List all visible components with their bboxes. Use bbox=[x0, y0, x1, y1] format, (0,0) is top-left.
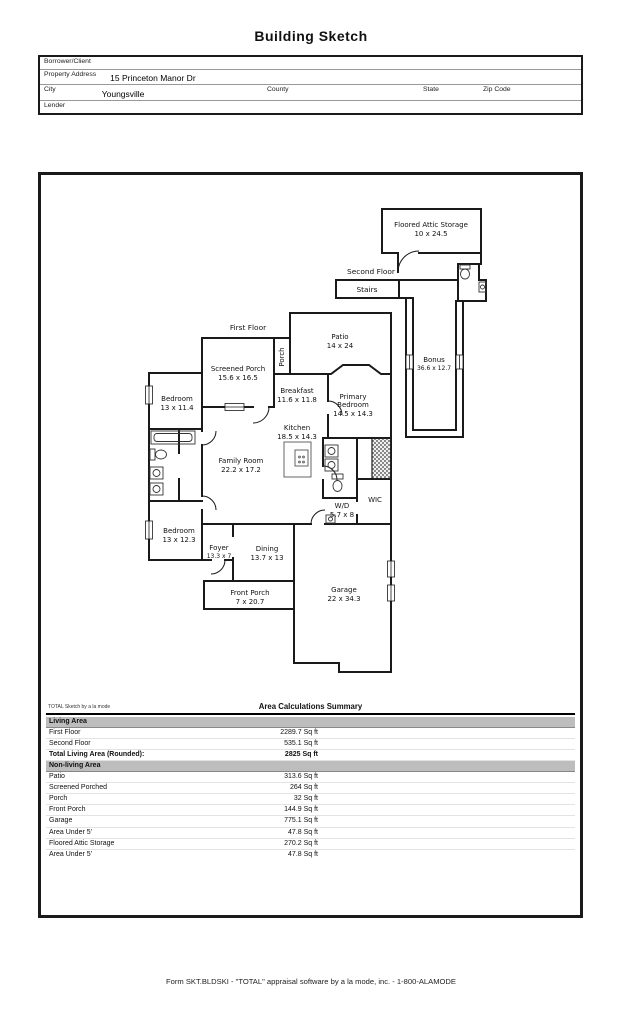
porch-label: Porch bbox=[278, 347, 286, 367]
window-icon bbox=[146, 521, 153, 539]
form-row-address bbox=[40, 70, 581, 85]
summary-row bbox=[46, 839, 575, 850]
room-label-breakfast: Breakfast bbox=[280, 387, 314, 395]
room-label-patio: Patio bbox=[331, 333, 349, 341]
room-label-primary-2: Bedroom bbox=[337, 401, 369, 409]
wic-label: WIC bbox=[368, 496, 382, 504]
state-label: State bbox=[423, 86, 439, 93]
row-value: 270.2 Sq ft bbox=[284, 839, 318, 847]
summary-row bbox=[46, 739, 575, 750]
summary-row bbox=[46, 828, 575, 839]
room-labels bbox=[160, 221, 467, 606]
area-calculations-summary bbox=[46, 701, 575, 860]
zip-label: Zip Code bbox=[483, 86, 511, 93]
room-label-front-porch: Front Porch bbox=[230, 589, 270, 597]
room-label-dining: Dining bbox=[255, 545, 279, 553]
city-value: Youngsville bbox=[101, 89, 145, 99]
room-dims-front-porch: 7 x 20.7 bbox=[235, 598, 265, 606]
summary-row bbox=[46, 816, 575, 827]
room-label-primary-1: Primary bbox=[339, 393, 367, 401]
sketch-container bbox=[38, 172, 583, 918]
room-dims-attic: 10 x 24.5 bbox=[414, 230, 448, 238]
floor-plan-sketch bbox=[41, 175, 580, 699]
window-icon bbox=[225, 404, 244, 411]
row-value: 47.8 Sq ft bbox=[288, 850, 318, 858]
room-dims-primary: 14.5 x 14.3 bbox=[333, 410, 373, 418]
window-icon bbox=[388, 585, 395, 601]
city-label: City bbox=[44, 86, 56, 93]
room-dims-patio: 14 x 24 bbox=[326, 342, 354, 350]
kitchen-island bbox=[284, 442, 311, 477]
staircase-hatch bbox=[372, 438, 391, 479]
sink-icon bbox=[325, 445, 338, 457]
form-row-lender bbox=[40, 101, 581, 113]
summary-row bbox=[46, 805, 575, 816]
row-value: 313.6 Sq ft bbox=[284, 772, 318, 780]
sink-icon bbox=[150, 483, 163, 495]
row-value: 2825 Sq ft bbox=[284, 750, 318, 758]
door-arcs bbox=[202, 251, 419, 574]
row-value: 32 Sq ft bbox=[293, 794, 318, 802]
row-label: Screened Porched bbox=[49, 783, 107, 791]
nonliving-area-header: Non-living Area bbox=[46, 761, 575, 772]
room-label-wd: W/D bbox=[334, 502, 350, 510]
first-floor-label: First Floor bbox=[229, 323, 267, 332]
county-label: County bbox=[267, 86, 289, 93]
window-icon bbox=[456, 355, 463, 369]
stairs-label: Stairs bbox=[356, 285, 378, 294]
room-dims-dining: 13.7 x 13 bbox=[250, 554, 284, 562]
room-dims-family: 22.2 x 17.2 bbox=[221, 466, 261, 474]
walls bbox=[149, 209, 486, 672]
living-area-header: Living Area bbox=[46, 717, 575, 728]
property-address-value: 15 Princeton Manor Dr bbox=[110, 73, 196, 83]
row-value: 144.9 Sq ft bbox=[284, 806, 318, 814]
room-dims-wd: 5.7 x 8 bbox=[329, 511, 355, 519]
window-icon bbox=[388, 561, 395, 577]
toilet-icon bbox=[332, 474, 343, 492]
summary-total-row bbox=[46, 750, 575, 761]
second-floor-label: Second Floor bbox=[347, 267, 395, 276]
room-label-family: Family Room bbox=[218, 457, 264, 465]
row-value: 535.1 Sq ft bbox=[284, 739, 318, 747]
row-label: Area Under 5' bbox=[49, 850, 92, 858]
sketch-watermark: TOTAL Sketch by a la mode bbox=[48, 704, 111, 710]
client-info-form bbox=[38, 55, 583, 115]
room-label-bonus: Bonus bbox=[423, 356, 445, 364]
room-dims-bedroom1: 13 x 11.4 bbox=[160, 404, 194, 412]
room-label-bedroom1: Bedroom bbox=[161, 395, 193, 403]
room-dims-foyer: 13.3 x 7 bbox=[206, 553, 232, 560]
row-label: Front Porch bbox=[49, 806, 86, 814]
room-label-bedroom2: Bedroom bbox=[163, 527, 195, 535]
row-label: Area Under 5' bbox=[49, 828, 92, 836]
row-value: 2289.7 Sq ft bbox=[280, 728, 318, 736]
bathtub-icon bbox=[151, 431, 195, 444]
room-dims-bedroom2: 13 x 12.3 bbox=[162, 536, 196, 544]
property-address-label: Property Address bbox=[44, 71, 97, 78]
row-label: Second Floor bbox=[49, 739, 91, 747]
row-label: First Floor bbox=[49, 728, 81, 736]
form-footer: Form SKT.BLDSKI - "TOTAL" appraisal software by a la mode, inc. - 1-800-ALAMODE bbox=[166, 977, 456, 986]
window-icon bbox=[406, 355, 413, 369]
room-label-kitchen: Kitchen bbox=[283, 424, 311, 432]
summary-row bbox=[46, 772, 575, 783]
summary-row bbox=[46, 794, 575, 805]
row-value: 775.1 Sq ft bbox=[284, 817, 318, 825]
summary-row bbox=[46, 850, 575, 860]
toilet-icon bbox=[460, 265, 470, 279]
room-dims-breakfast: 11.6 x 11.8 bbox=[277, 396, 317, 404]
room-label-screened-porch: Screened Porch bbox=[210, 365, 266, 373]
window-icon bbox=[146, 386, 153, 404]
room-dims-kitchen: 18.5 x 14.3 bbox=[277, 433, 317, 441]
lender-label: Lender bbox=[44, 102, 66, 109]
summary-header bbox=[46, 701, 575, 712]
room-label-attic: Floored Attic Storage bbox=[394, 221, 468, 229]
row-value: 47.8 Sq ft bbox=[288, 828, 318, 836]
toilet-icon bbox=[150, 449, 167, 460]
row-label: Floored Attic Storage bbox=[49, 839, 115, 847]
page-title: Building Sketch bbox=[254, 28, 368, 44]
row-label: Porch bbox=[49, 794, 68, 802]
room-label-foyer: Foyer bbox=[209, 544, 229, 552]
sink-icon bbox=[479, 282, 486, 292]
row-value: 264 Sq ft bbox=[289, 783, 318, 791]
row-label: Total Living Area (Rounded): bbox=[49, 750, 145, 758]
fixtures bbox=[150, 265, 486, 523]
summary-row bbox=[46, 728, 575, 739]
sink-icon bbox=[150, 467, 163, 479]
summary-title: Area Calculations Summary bbox=[258, 702, 363, 711]
row-label: Garage bbox=[49, 817, 73, 825]
form-row-city bbox=[40, 85, 581, 101]
form-row-borrower bbox=[40, 57, 581, 70]
room-dims-bonus: 36.6 x 12.7 bbox=[416, 365, 452, 372]
summary-divider bbox=[46, 713, 575, 715]
room-dims-screened-porch: 15.6 x 16.5 bbox=[218, 374, 258, 382]
room-label-garage: Garage bbox=[331, 586, 357, 594]
borrower-label: Borrower/Client bbox=[44, 58, 91, 65]
summary-row bbox=[46, 783, 575, 794]
room-dims-garage: 22 x 34.3 bbox=[327, 595, 361, 603]
row-label: Patio bbox=[49, 772, 65, 780]
